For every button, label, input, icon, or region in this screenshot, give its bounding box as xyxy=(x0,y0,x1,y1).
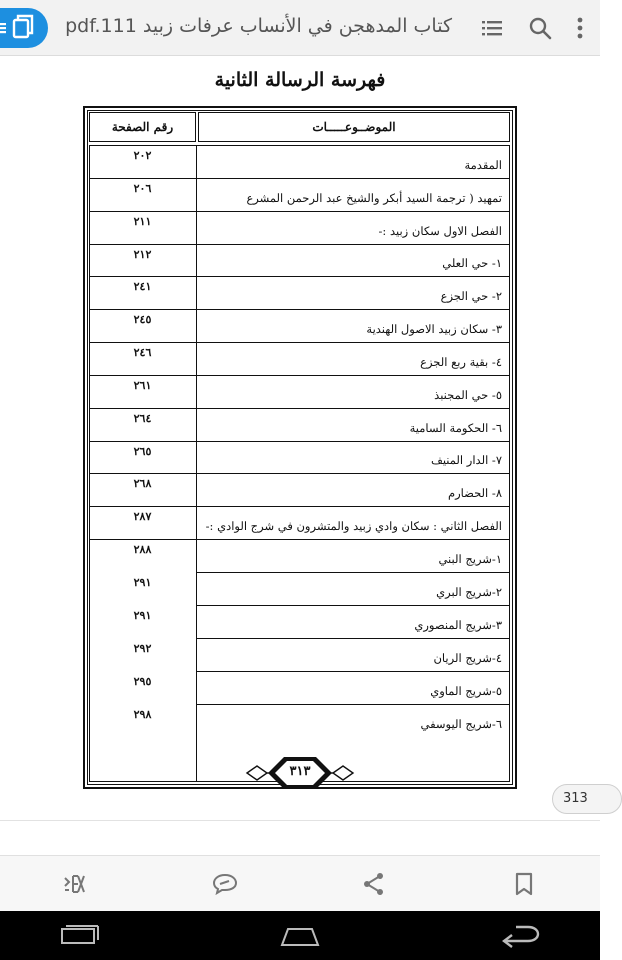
topic-cell: ٤- بقية ربع الجزع xyxy=(420,355,502,369)
page-number-cell: ٢٤٥ xyxy=(133,313,152,326)
table-row xyxy=(89,605,510,638)
page-number-cell: ٢٩١ xyxy=(133,576,152,589)
back-icon[interactable] xyxy=(498,923,542,949)
topic-cell: ٤-شريج الريان xyxy=(433,651,502,665)
table-row xyxy=(89,572,510,605)
table-row xyxy=(89,441,510,473)
table-row xyxy=(89,638,510,671)
share-icon[interactable] xyxy=(361,871,387,897)
topic-cell: ٢-شريج البري xyxy=(436,585,502,599)
topic-cell: ٦- الحكومة السامية xyxy=(409,421,502,435)
page-footer-number: ٣١٣ xyxy=(289,764,311,779)
table-row xyxy=(89,408,510,441)
topic-cell: ٥-شريج الماوي xyxy=(430,684,502,698)
page-number-cell: ٢٦٥ xyxy=(133,445,152,458)
topic-cell: ٢- حي الجزع xyxy=(440,289,502,303)
list-icon[interactable] xyxy=(478,14,506,42)
page-number-cell: ٢١٢ xyxy=(133,248,152,261)
recent-apps-icon[interactable] xyxy=(58,923,102,949)
bookmark-icon[interactable] xyxy=(511,871,537,897)
page-number-cell: ٢٠٦ xyxy=(133,182,152,195)
table-row xyxy=(89,506,510,539)
home-icon[interactable] xyxy=(278,923,322,949)
table-row xyxy=(89,539,510,572)
search-icon[interactable] xyxy=(526,14,554,42)
table-row xyxy=(89,178,510,211)
page-number-cell: ٢٦٨ xyxy=(133,477,152,490)
document-title: كتاب المدهجن في الأنساب عرفات زبيد pdf.111 xyxy=(65,15,452,37)
table-row xyxy=(89,211,510,244)
page-number-cell: ٢١١ xyxy=(133,215,152,228)
pdf-page[interactable] xyxy=(0,57,600,815)
bottom-toolbar xyxy=(0,855,600,911)
text-select-icon[interactable] xyxy=(62,871,88,897)
column-header-topics: الموضــوعـــــات xyxy=(198,112,510,142)
topic-cell: ٨- الحضارم xyxy=(447,486,502,500)
topic-cell: ٣- سكان زبيد الاصول الهندية xyxy=(366,322,502,336)
topic-cell: الفصل الثاني : سكان وادي زبيد والمتشرون في شرج الوادي :- xyxy=(205,519,502,533)
document-copy-icon[interactable] xyxy=(0,8,48,48)
page-number-cell: ٢٦١ xyxy=(133,379,152,392)
page-separator xyxy=(0,820,600,821)
table-row xyxy=(89,342,510,375)
page-number-cell: ٢٨٨ xyxy=(133,543,152,556)
page-number-cell: ٢٦٤ xyxy=(133,412,152,425)
page-number-cell: ٢٨٧ xyxy=(133,510,152,523)
page-number-cell: ٢٤١ xyxy=(133,280,152,293)
topic-cell: ١-شريج البني xyxy=(438,552,502,566)
table-row xyxy=(89,244,510,276)
table-row xyxy=(89,671,510,704)
table-row xyxy=(89,145,510,178)
topic-cell: ٥- حي المجنبذ xyxy=(434,388,502,402)
topic-cell: تمهيد ( ترجمة السيد أبكر والشيخ عبد الرحمن المشرع xyxy=(246,191,502,205)
page-number-cell: ٢٩٢ xyxy=(133,642,152,655)
topic-cell: ٣-شريج المنصوري xyxy=(414,618,502,632)
topic-cell: الفصل الاول سكان زبيد :- xyxy=(378,224,502,238)
column-header-page: رقم الصفحة xyxy=(89,112,196,142)
page-number-cell: ٢٩٥ xyxy=(133,675,152,688)
page-number-cell: ٢٤٦ xyxy=(133,346,152,359)
table-row xyxy=(89,375,510,408)
page-indicator[interactable]: 313 xyxy=(552,784,622,814)
table-row xyxy=(89,276,510,309)
topic-cell: ٦-شريج اليوسفي xyxy=(420,717,502,731)
topic-cell: ٧- الدار المنيف xyxy=(430,453,502,467)
page-number-cell: ٢٩١ xyxy=(133,609,152,622)
page-number-cell: ٢٩٨ xyxy=(133,708,152,721)
topic-cell: ١- حي العلي xyxy=(442,256,502,270)
table-row xyxy=(89,309,510,342)
page-number-cell: ٢٠٢ xyxy=(133,149,152,162)
page-title: فهرسة الرسالة الثانية xyxy=(214,69,386,91)
system-navigation-bar xyxy=(0,911,600,960)
table-row xyxy=(89,704,510,737)
topic-cell: المقدمة xyxy=(464,158,502,172)
more-icon[interactable] xyxy=(566,14,594,42)
table-row xyxy=(89,473,510,506)
top-app-bar xyxy=(0,0,600,56)
comment-icon[interactable] xyxy=(212,871,238,897)
